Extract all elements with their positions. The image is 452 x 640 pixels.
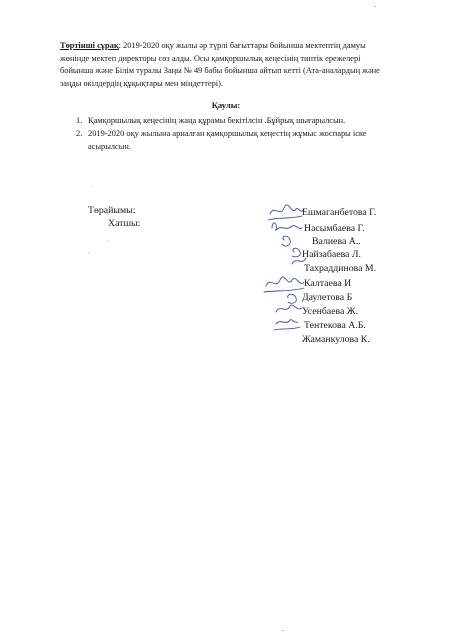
scan-speck: [108, 240, 109, 241]
member-name: Насымбаева Г.: [304, 223, 365, 234]
decision-text: 2019-2020 оқу жылына арналған қамқоршылық кеңестің жұмыс жоспары іске асырылсын.: [88, 129, 367, 151]
member-name: Калтаева И: [304, 278, 352, 289]
scan-speck: [92, 186, 93, 187]
question-text: : 2019-2020 оқу жылы әр түрлі бағыттары бойынша мектептің дамуы жөнінде мектеп директоры сөз алды. Осы қамқоршылық кеңесінің типтік ережелері бойынша және Білім туралы Заңы № 49 бабы бойынша айтып кетті (Ата-аналардың және заңды өкілдердің құқықтары мен міндеттері).: [60, 41, 380, 88]
secretary-role-label: Хатшы:: [108, 218, 141, 229]
decision-item: [76, 115, 396, 127]
chair-role-label: Төрайымы:: [88, 205, 136, 216]
decision-title: Қаулы:: [211, 100, 241, 110]
scan-speck: [88, 252, 89, 253]
question-paragraph: [60, 40, 390, 90]
decision-list: [76, 115, 396, 154]
decision-item: [76, 128, 396, 153]
member-name: Жаманкулова К.: [302, 334, 370, 345]
member-name: Ешмаганбетова Г.: [302, 207, 377, 218]
scan-speck: [282, 630, 284, 631]
question-label: Төртінші сұрақ: [60, 41, 119, 50]
member-name: Валиева А..: [312, 236, 361, 247]
member-name: Усенбаева Ж.: [302, 306, 359, 317]
signature-block: [262, 200, 447, 350]
scan-speck: [374, 6, 376, 7]
member-name: Тентекова А.Б.: [304, 320, 366, 331]
decision-text: Қамқоршылық кеңесінің жаңа құрамы бекітілсін .Бұйрық шығарылсын.: [88, 116, 346, 125]
decision-number: 1.: [76, 116, 83, 125]
member-name: Даулетова Б: [302, 292, 353, 303]
member-name: Тахраддинова М.: [304, 263, 377, 274]
member-name: Найзабаева Л.: [302, 249, 361, 260]
decision-number: 2.: [76, 129, 83, 139]
